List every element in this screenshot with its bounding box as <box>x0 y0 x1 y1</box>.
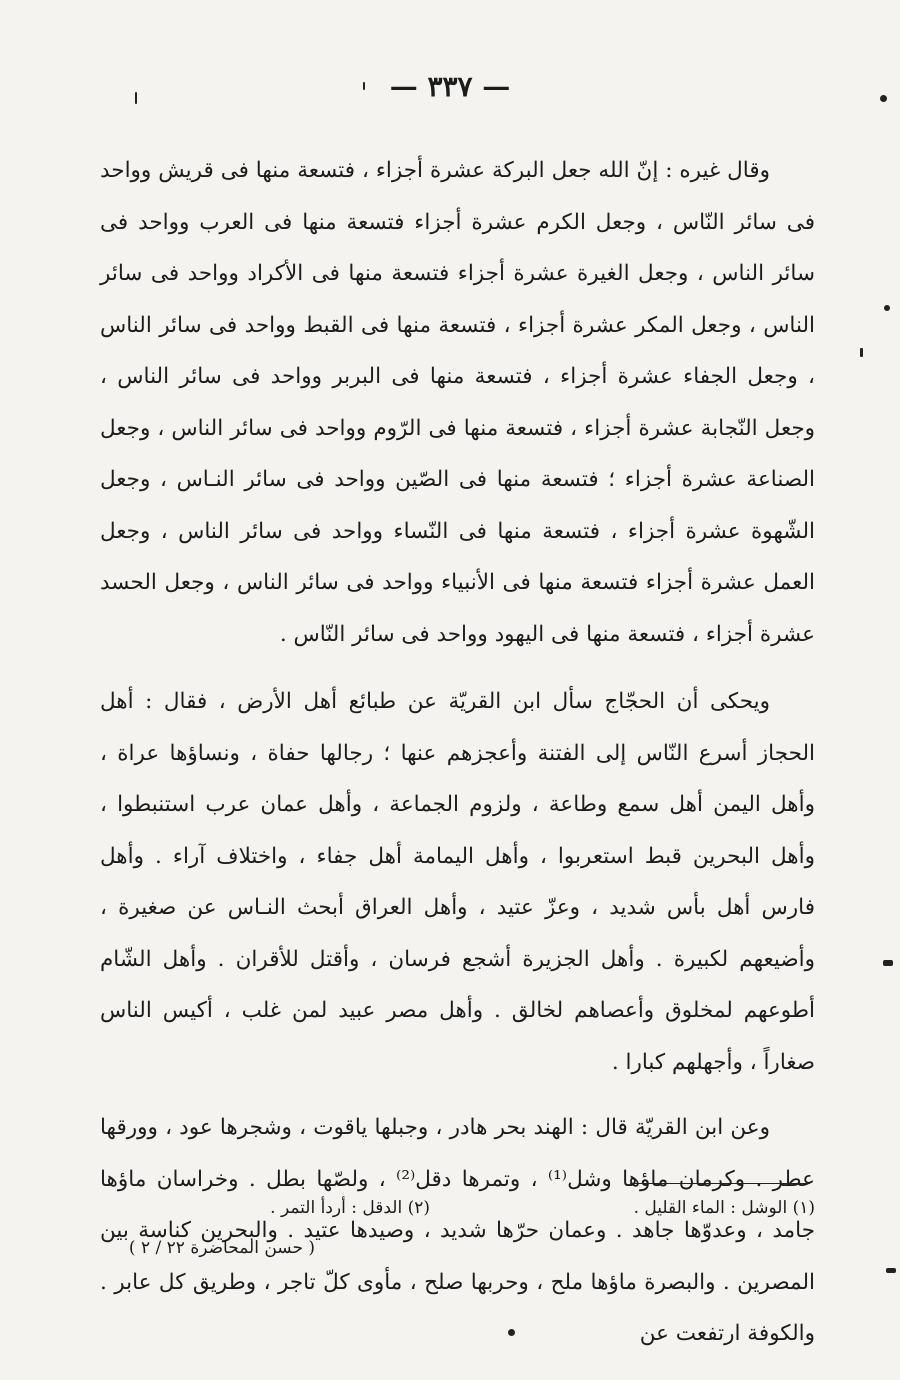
scan-speck <box>886 1268 896 1273</box>
footnote-source: ( حسن المحاضرة ٢٢ / ٢ ) <box>128 1238 315 1258</box>
scan-speck <box>135 92 137 104</box>
scan-speck <box>508 1329 515 1336</box>
footnote-divider <box>630 1183 810 1184</box>
scan-speck <box>860 348 863 357</box>
footnotes <box>100 1198 815 1218</box>
scan-speck <box>880 95 887 102</box>
footnote-row <box>100 1198 815 1218</box>
scan-speck <box>363 82 365 90</box>
scan-speck <box>884 305 890 311</box>
paragraph-regions-description: وعن ابن القريّة قال : الهند بحر هادر ، وجبلها ياقوت ، وشجرها عود ، وورقها عطر . وكرمان ماؤها وشل⁽¹⁾ ، وتمرها دقل⁽²⁾ ، ولصّها بطل . وخراسان ماؤها جامد ، وعدوّها جاهد . وعمان حرّها شديد ، وصيدها عتيد . والبحرين كناسة بين المصرين . والبصرة ماؤها ملح ، وحربها صلح ، مأوى كلّ تاجر ، وطريق كل عابر . والكوفة ارتفعت عن <box>100 1115 815 1346</box>
main-text <box>100 145 815 1380</box>
paragraph-hajjaj-ibn-qirriya: ويحكى أن الحجّاج سأل ابن القريّة عن طبائع أهل الأرض ، فقال : أهل الحجاز أسرع النّاس إلى الفتنة وأعجزهم عنها ؛ رجالها حفاة ، ونساؤها عراة ، وأهل اليمن أهل سمع وطاعة ، ولزوم الجماعة ، وأهل عمان عرب استنبطوا ، وأهل البحرين قبط استعربوا ، وأهل اليمامة أهل جفاء ، واختلاف آراء . وأهل فارس أهل بأس شديد ، وعزّ عتيد ، وأهل العراق أبحث النـاس عن صغيرة ، وأضيعهم لكبيرة . وأهل الجزيرة أشجع فرسان ، وأقتل للأقران . وأهل الشّام أطوعهم لمخلوق وأعصاهم لخالق . وأهل مصر عبيد لمن غلب ، أكيس الناس صغاراً ، وأجهلهم كبارا . <box>100 689 815 1075</box>
footnote-1: (١) الوشل : الماء القليل . <box>633 1198 815 1218</box>
footnote-2: (٢) الدقل : أردأ التمر . <box>270 1198 430 1218</box>
paragraph-division-of-traits: وقال غيره : إنّ الله جعل البركة عشرة أجزاء ، فتسعة منها فى قريش وواحد فى سائر النّاس ، وجعل الكرم عشرة أجزاء فتسعة منها فى العرب وواحد فى سائر الناس ، وجعل الغيرة عشرة أجزاء فتسعة منها فى الأكراد وواحد فى سائر الناس ، وجعل المكر عشرة أجزاء ، فتسعة منها فى القبط وواحد فى سائر الناس ، وجعل الجفاء عشرة أجزاء ، فتسعة منها فى البربر وواحد فى سائر الناس ، وجعل النّجابة عشرة أجزاء ، فتسعة منها فى الرّوم وواحد فى سائر الناس ، وجعل الصناعة عشرة أجزاء ؛ فتسعة منها فى الصّين وواحد فى سائر النـاس ، وجعل الشّهوة عشرة أجزاء ، فتسعة منها فى النّساء وواحد فى سائر الناس ، وجعل العمل عشرة أجزاء فتسعة منها فى الأنبياء وواحد فى سائر الناس ، وجعل الحسد عشرة أجزاء ، فتسعة منها فى اليهود وواحد فى سائر النّاس . <box>100 158 815 647</box>
page-number: — ٣٣٧ — <box>389 70 511 103</box>
scan-speck <box>883 960 893 966</box>
